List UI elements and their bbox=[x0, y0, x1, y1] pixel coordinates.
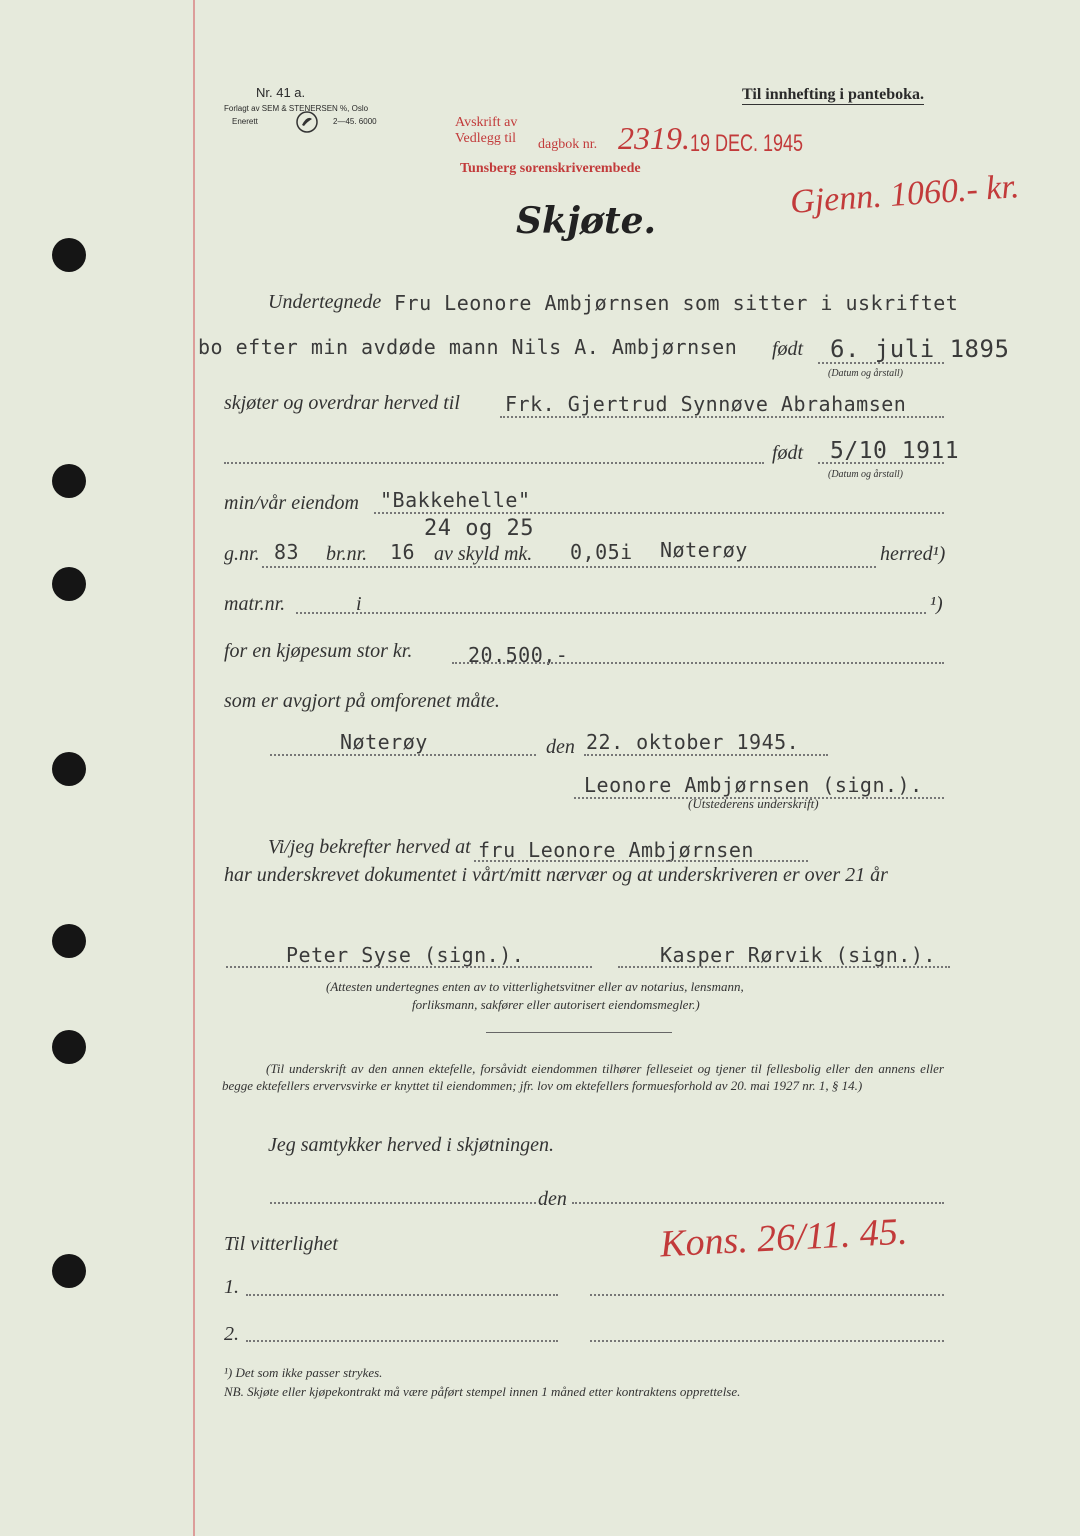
bnr-extra: 24 og 25 bbox=[424, 516, 534, 541]
gnr-value: 83 bbox=[274, 540, 300, 564]
publisher-logo-icon bbox=[295, 110, 319, 134]
punch-hole bbox=[52, 1030, 86, 1064]
skyld-value: 0,05i bbox=[570, 540, 633, 564]
grantor-date-hint: (Datum og årstall) bbox=[828, 368, 903, 379]
vitterlighet-line-2a bbox=[246, 1340, 558, 1342]
matr-label: matr.nr. bbox=[224, 593, 286, 615]
stamp-office: Tunsberg sorenskriverembede bbox=[460, 161, 641, 176]
witness-line1-label: Vi/jeg bekrefter herved at bbox=[268, 836, 471, 858]
punch-hole bbox=[52, 238, 86, 272]
property-label: min/vår eiendom bbox=[224, 492, 359, 514]
grantor-born-label: født bbox=[772, 338, 804, 360]
grantor-signature: Leonore Ambjørnsen (sign.). bbox=[584, 773, 923, 797]
spouse-den-label: den bbox=[538, 1188, 567, 1210]
divider bbox=[486, 1032, 672, 1033]
stamp-dagbok-label: dagbok nr. bbox=[538, 137, 598, 152]
grantee-label: skjøter og overdrar herved til bbox=[224, 392, 460, 414]
witness1-line bbox=[226, 966, 592, 968]
grantor-born-line bbox=[818, 362, 944, 364]
grantee-born-label: født bbox=[772, 442, 804, 464]
grantee-born-date: 5/10 1911 bbox=[830, 438, 960, 464]
price-label: for en kjøpesum stor kr. bbox=[224, 640, 413, 662]
price-amount: 20.500,- bbox=[468, 643, 569, 667]
bnr-value: 16 bbox=[390, 540, 416, 564]
spouse-date-line bbox=[572, 1202, 944, 1204]
grantor-born-date: 6. juli 1895 bbox=[830, 335, 1010, 363]
bnr-label: br.nr. bbox=[326, 543, 368, 565]
signing-date: 22. oktober 1945. bbox=[586, 730, 800, 754]
stamp-date: 19 DEC. 1945 bbox=[690, 130, 804, 157]
punch-hole bbox=[52, 567, 86, 601]
spouse-place-line bbox=[270, 1202, 536, 1204]
form-number: Nr. 41 a. bbox=[256, 85, 306, 100]
property-name: "Bakkehelle" bbox=[380, 488, 531, 512]
stamp-dagbok-number: 2319. bbox=[618, 120, 690, 156]
spouse-note: (Til underskrift av den annen ektefelle, forsåvidt eiendommen tilhører felleseiet og tjener til fellesbolig eller den annens eller begge ektefellers ervervsvirke er knyttet til eiendommen; jfr. lov om ektefellers formuesforhold av 20. mai 1927 nr. 1, § 14.) bbox=[222, 1061, 944, 1093]
punch-hole bbox=[52, 464, 86, 498]
grantor-name-line2: bo efter min avdøde mann Nils A. Ambjørnsen bbox=[198, 335, 738, 359]
matr-line bbox=[296, 612, 926, 614]
nb-note: NB. Skjøte eller kjøpekontrakt må være påført stempel innen 1 måned etter kontraktens opprettelse. bbox=[224, 1384, 741, 1399]
fee-note: Gjenn. 1060.- kr. bbox=[788, 168, 1021, 221]
grantee-born-line bbox=[818, 462, 944, 464]
herred-label: herred¹) bbox=[880, 543, 946, 565]
witness1-signature: Peter Syse (sign.). bbox=[286, 943, 525, 967]
filing-note: Til innhefting i panteboka. bbox=[742, 86, 924, 103]
price-settled: som er avgjort på omforenet måte. bbox=[224, 690, 500, 712]
kons-note: Kons. 26/11. 45. bbox=[659, 1210, 909, 1266]
witness-line1-value: fru Leonore Ambjørnsen bbox=[478, 838, 754, 862]
skyld-label: av skyld mk. bbox=[434, 543, 533, 565]
grantee-name-line bbox=[500, 416, 944, 418]
witness-line2: har underskrevet dokumentet i vårt/mitt nærvær og at underskriveren er over 21 år bbox=[224, 864, 888, 886]
margin-rule bbox=[193, 0, 195, 1536]
vitterlighet-line-1a bbox=[246, 1294, 558, 1296]
grantor-name-line1: Fru Leonore Ambjørnsen som sitter i uskriftet bbox=[394, 291, 959, 315]
attest-note2: forliksmann, sakfører eller autorisert eiendomsmegler.) bbox=[412, 997, 700, 1012]
grantee-blank-line bbox=[224, 462, 764, 464]
vitterlighet-line-2b bbox=[590, 1340, 944, 1342]
punch-hole bbox=[52, 1254, 86, 1288]
witness2-signature: Kasper Rørvik (sign.). bbox=[660, 943, 936, 967]
vitterlighet-label: Til vitterlighet bbox=[224, 1233, 338, 1255]
footnote: ¹) Det som ikke passer strykes. bbox=[224, 1365, 383, 1380]
witness-number-1: 1. bbox=[224, 1276, 239, 1298]
gnr-label: g.nr. bbox=[224, 543, 260, 565]
stamp-line1: Avskrift av bbox=[455, 115, 518, 130]
vitterlighet-line-1b bbox=[590, 1294, 944, 1296]
signing-den-label: den bbox=[546, 736, 575, 758]
gnr-line bbox=[262, 566, 876, 568]
grantee-date-hint: (Datum og årstall) bbox=[828, 469, 903, 480]
signature-hint: (Utstederens underskrift) bbox=[688, 796, 819, 811]
matr-end: ¹) bbox=[930, 593, 943, 615]
attest-note1: (Attesten undertegnes enten av to vitterlighetsvitner eller av notarius, lensmann, bbox=[326, 979, 744, 994]
punch-hole bbox=[52, 924, 86, 958]
herred-value: Nøterøy bbox=[660, 538, 748, 562]
witness-number-2: 2. bbox=[224, 1323, 239, 1345]
property-line bbox=[374, 512, 944, 514]
witness-line1-dotted bbox=[474, 860, 808, 862]
spouse-consent: Jeg samtykker herved i skjøtningen. bbox=[268, 1134, 555, 1156]
publisher-enerett: Enerett bbox=[232, 117, 258, 126]
witness2-line bbox=[618, 966, 950, 968]
price-line bbox=[452, 662, 944, 664]
signing-place: Nøterøy bbox=[340, 730, 428, 754]
grantor-label: Undertegnede bbox=[268, 291, 382, 313]
publisher-line: Forlagt av SEM & STENERSEN %, Oslo bbox=[224, 104, 369, 113]
stamp-line2: Vedlegg til bbox=[455, 131, 517, 146]
document-title: Skjøte. bbox=[516, 200, 657, 242]
print-code: 2—45. 6000 bbox=[333, 117, 377, 126]
signing-place-line bbox=[270, 754, 536, 756]
punch-hole bbox=[52, 752, 86, 786]
matr-i: i bbox=[356, 593, 362, 615]
grantee-name: Frk. Gjertrud Synnøve Abrahamsen bbox=[505, 392, 907, 416]
signing-date-line bbox=[584, 754, 828, 756]
